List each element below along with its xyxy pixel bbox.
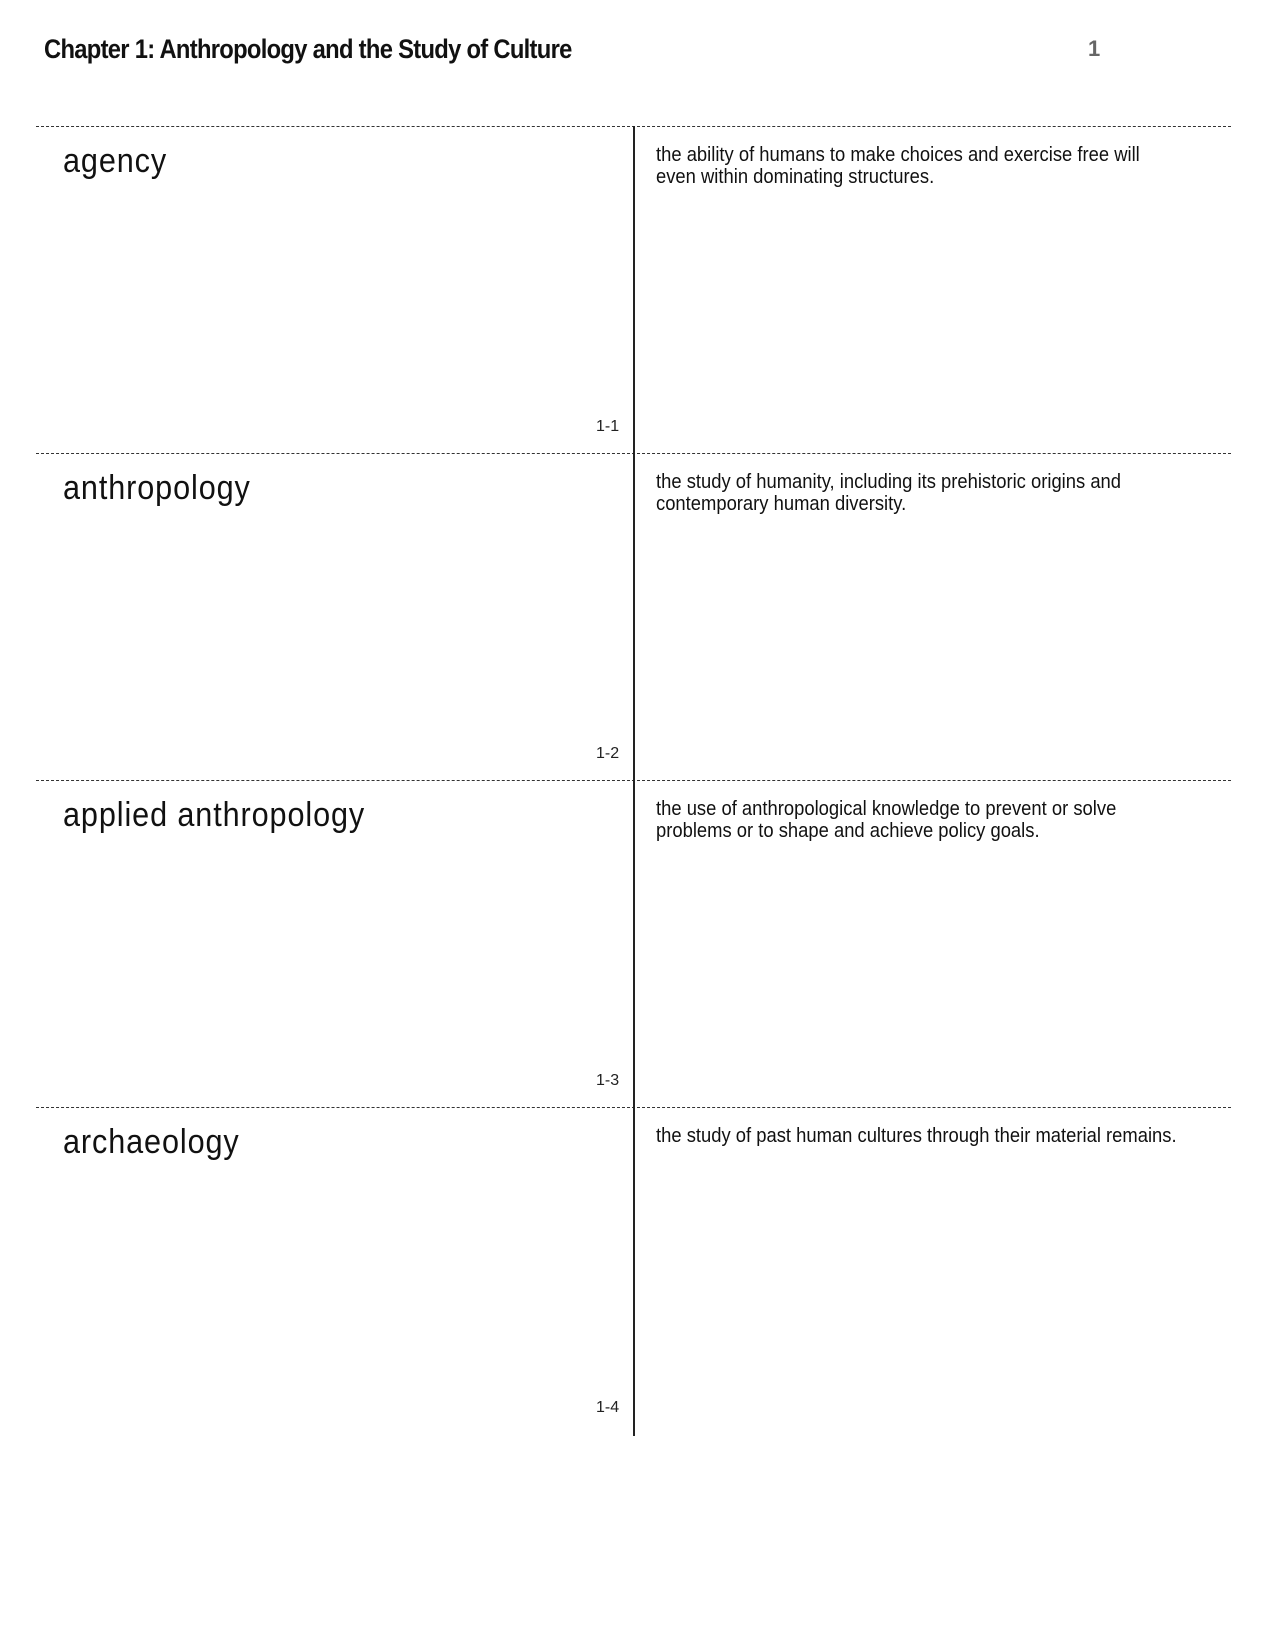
- page-number: 1: [1088, 36, 1101, 61]
- chapter-title: Chapter 1: Anthropology and the Study of Culture: [44, 34, 572, 64]
- flashcard-term: applied anthropology: [63, 796, 366, 834]
- flashcard-id: 1-1: [596, 418, 620, 435]
- flashcard-definition: the study of humanity, including its prehistoric origins and contemporary human diversity.: [656, 471, 1122, 515]
- flashcard-definition: the study of past human cultures through their material remains.: [656, 1125, 1177, 1147]
- flashcard-term: archaeology: [63, 1123, 240, 1161]
- flashcard-id: 1-3: [596, 1072, 620, 1089]
- flashcard-definition: the ability of humans to make choices and exercise free will even within dominating structures.: [656, 144, 1140, 188]
- fold-line: [633, 126, 635, 1436]
- flashcard-definition: the use of anthropological knowledge to prevent or solve problems or to shape and achieve policy goals.: [656, 798, 1117, 842]
- flashcard-id: 1-4: [596, 1399, 620, 1416]
- flashcard-term: agency: [63, 142, 168, 180]
- flashcard-id: 1-2: [596, 745, 620, 762]
- flashcard-term: anthropology: [63, 469, 251, 507]
